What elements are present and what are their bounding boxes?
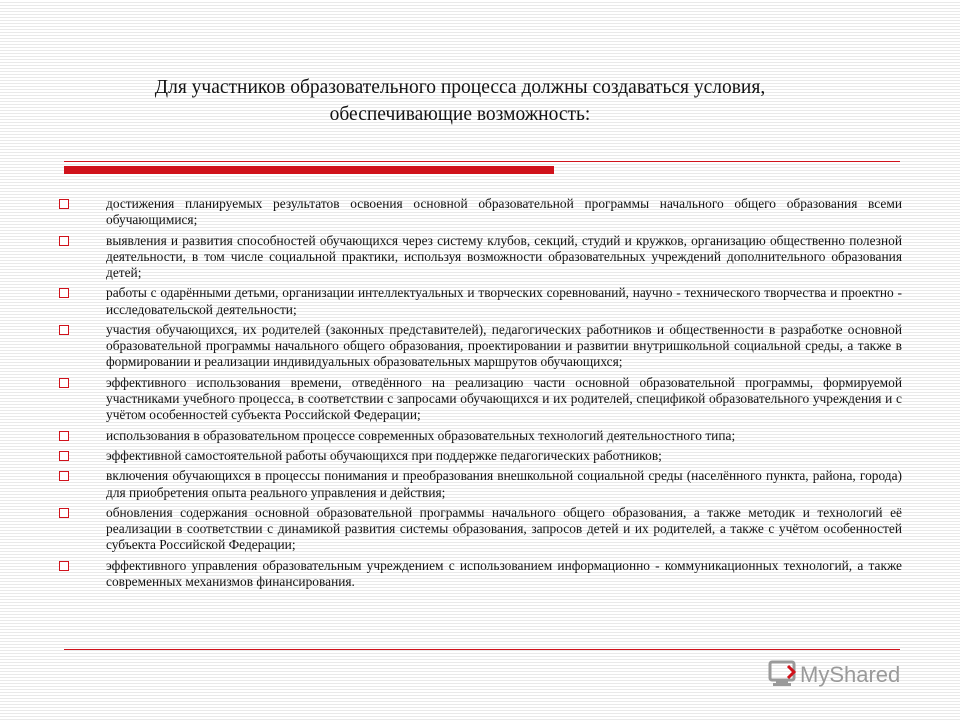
title-line-1: Для участников образовательного процесса должны создаваться условия, — [154, 77, 766, 98]
square-bullet-icon — [59, 325, 69, 335]
list-item — [56, 505, 902, 554]
accent-bar — [64, 166, 554, 174]
square-bullet-icon — [59, 451, 69, 461]
list-item — [56, 285, 902, 317]
list-item-text: обновления содержания основной образовательной программы начального общего образования, а также методик и технологий её реализации в соответствии с динамикой развития системы образования, запросов детей и их родителей, а также с учётом особенностей субъекта Российской Федерации; — [106, 504, 902, 553]
watermark-text: MyShared — [800, 662, 901, 687]
list-item — [56, 468, 902, 500]
list-item-text: эффективного использования времени, отведённого на реализацию части основной образовательной программы, формируемой участниками учебного процесса, в соответствии с запросами обучающихся и их родителей, спецификой образовательного учреждения и с учётом особенностей субъекта Российской Федерации; — [106, 374, 902, 423]
slide-title — [60, 74, 860, 128]
list-item — [56, 428, 902, 444]
list-item — [56, 322, 902, 371]
list-item-text: участия обучающихся, их родителей (законных представителей), педагогических работников и общественности в разработке основной образовательной программы начального общего образования, проектировании и развитии внутришкольной социальной среды, а также в формировании и реализации индивидуальных образовательных маршрутов обучающихся; — [106, 321, 902, 370]
list-item — [56, 558, 902, 590]
accent-rule — [64, 161, 900, 162]
list-item — [56, 375, 902, 424]
list-item-text: включения обучающихся в процессы понимания и преобразования внешкольной социальной среды (населённого пункта, района, города) для приобретения опыта реального управления и действия; — [106, 468, 902, 500]
list-item-text: использования в образовательном процессе современных образовательных технологий деятельностного типа; — [106, 427, 736, 443]
list-item-text: эффективной самостоятельной работы обучающихся при поддержке педагогических работников; — [106, 447, 662, 463]
list-item-text: эффективного управления образовательным учреждением с использованием информационно - коммуникационных технологий, а также современных механизмов финансирования. — [106, 557, 902, 589]
square-bullet-icon — [59, 561, 69, 571]
list-item — [56, 196, 902, 228]
list-item-text: достижения планируемых результатов освоения основной образовательной программы начального общего образования всеми обучающимися; — [106, 196, 902, 228]
list-item — [56, 448, 902, 464]
title-line-2: обеспечивающие возможность: — [329, 104, 591, 125]
list-item-text: работы с одарёнными детьми, организации интеллектуальных и творческих соревнований, научно - технического творчества и проектно - исследовательской деятельности; — [106, 285, 902, 317]
square-bullet-icon — [59, 236, 69, 246]
square-bullet-icon — [59, 199, 69, 209]
bottom-rule — [64, 649, 900, 650]
list-item-text: выявления и развития способностей обучающихся через систему клубов, секций, студий и кружков, организацию общественно полезной деятельности, в том числе социальной практики, используя возможности образовательных учреждений дополнительного образования детей; — [106, 232, 902, 280]
square-bullet-icon — [59, 471, 69, 481]
list-item — [56, 233, 902, 282]
myshared-logo-icon — [768, 656, 924, 690]
square-bullet-icon — [59, 508, 69, 518]
square-bullet-icon — [59, 288, 69, 298]
square-bullet-icon — [59, 378, 69, 388]
bullet-list — [56, 196, 902, 594]
square-bullet-icon — [59, 431, 69, 441]
myshared-watermark[interactable] — [768, 656, 924, 690]
